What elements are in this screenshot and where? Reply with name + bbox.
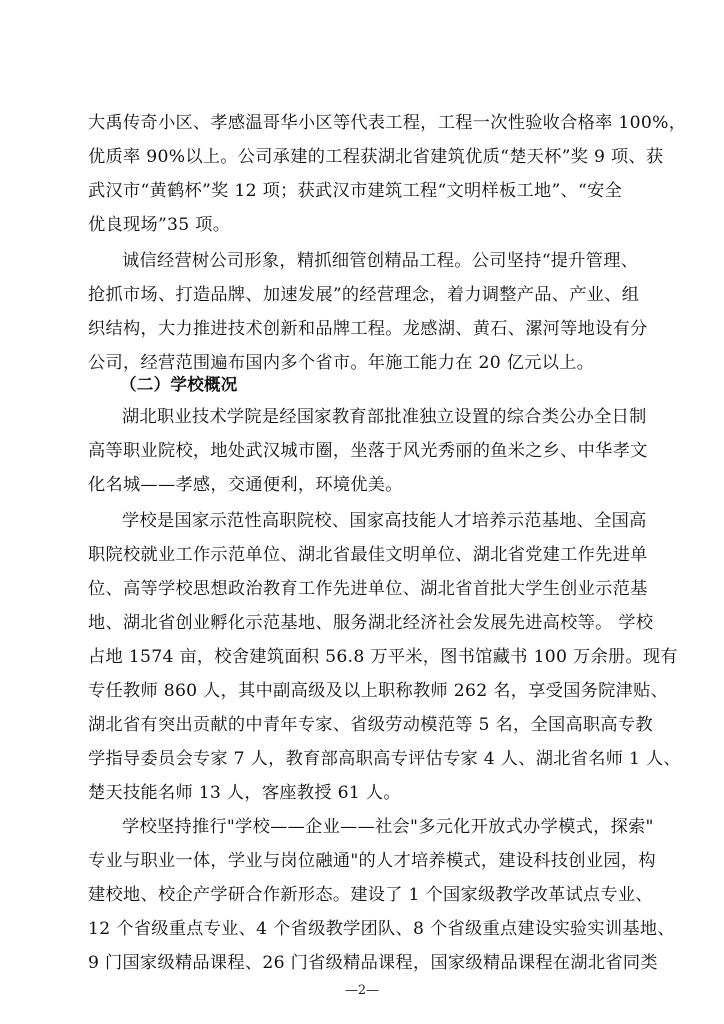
body-text-line: 学指导委员会专家 7 人，教育部高职高专评估专家 4 人、湖北省名师 1 人、	[88, 749, 681, 769]
body-text-line: 诚信经营树公司形象，精抓细管创精品工程。公司坚持“提升管理、	[122, 251, 639, 271]
body-text-line: 武汉市“黄鹤杯”奖 12 项；获武汉市建筑工程“文明样板工地”、“安全	[88, 181, 623, 201]
body-text-line: 织结构，大力推进技术创新和品牌工程。龙感湖、黄石、漯河等地设有分	[88, 319, 648, 339]
body-text-line: 9 门国家级精品课程、26 门省级精品课程，国家级精品课程在湖北省同类	[88, 953, 658, 973]
body-text-line: 公司，经营范围遍布国内多个省市。年施工能力在 20 亿元以上。	[88, 353, 595, 373]
body-text-line: 优质率 90%以上。公司承建的工程获湖北省建筑优质“楚天杯”奖 9 项、获	[88, 147, 664, 167]
body-text-line: 湖北职业技术学院是经国家教育部批准独立设置的综合类公办全日制	[122, 407, 647, 427]
section-heading: （二）学校概况	[120, 375, 238, 394]
body-text-line: 12 个省级重点专业、4 个省级教学团队、8 个省级重点建设实验实训基地、	[88, 919, 675, 939]
body-text-line: 学校坚持推行"学校——企业——社会"多元化开放式办学模式，探索"	[122, 817, 654, 837]
body-text-line: 专业与职业一体，学业与岗位融通"的人才培养模式，建设科技创业园，构	[88, 851, 656, 871]
body-text-line: 大禹传奇小区、孝感温哥华小区等代表工程，工程一次性验收合格率 100%，	[88, 113, 687, 133]
page-number: —2—	[344, 983, 380, 998]
body-text-line: 建校地、校企产学研合作新形态。建设了 1 个国家级教学改革试点专业、	[88, 885, 653, 905]
body-text-line: 抢抓市场、打造品牌、加速发展”的经营理念，着力调整产品、产业、组	[88, 285, 640, 305]
body-text-line: 湖北省有突出贡献的中青年专家、省级劳动模范等 5 名，全国高职高专教	[88, 715, 653, 735]
body-text-line: 地、湖北省创业孵化示范基地、服务湖北经济社会发展先进高校等。 学校	[88, 613, 654, 633]
body-text-line: 高等职业院校，地处武汉城市圈，坐落于风光秀丽的鱼米之乡、中华孝文	[88, 441, 648, 461]
body-text-line: 优良现场”35 项。	[88, 215, 231, 235]
body-text-line: 职院校就业工作示范单位、湖北省最佳文明单位、湖北省党建工作先进单	[88, 545, 648, 565]
body-text-line: 占地 1574 亩，校舍建筑面积 56.8 万平米，图书馆藏书 100 万余册。现有	[88, 647, 678, 667]
body-text-line: 专任教师 860 人，其中副高级及以上职称教师 262 名，享受国务院津贴、	[88, 681, 669, 701]
body-text-line: 楚天技能名师 13 人，客座教授 61 人。	[88, 783, 401, 803]
body-text-line: 化名城——孝感，交通便利，环境优美。	[88, 475, 403, 495]
body-text-line: 学校是国家示范性高职院校、国家高技能人才培养示范基地、全国高	[122, 511, 647, 531]
body-text-line: 位、高等学校思想政治教育工作先进单位、湖北省首批大学生创业示范基	[88, 579, 648, 599]
